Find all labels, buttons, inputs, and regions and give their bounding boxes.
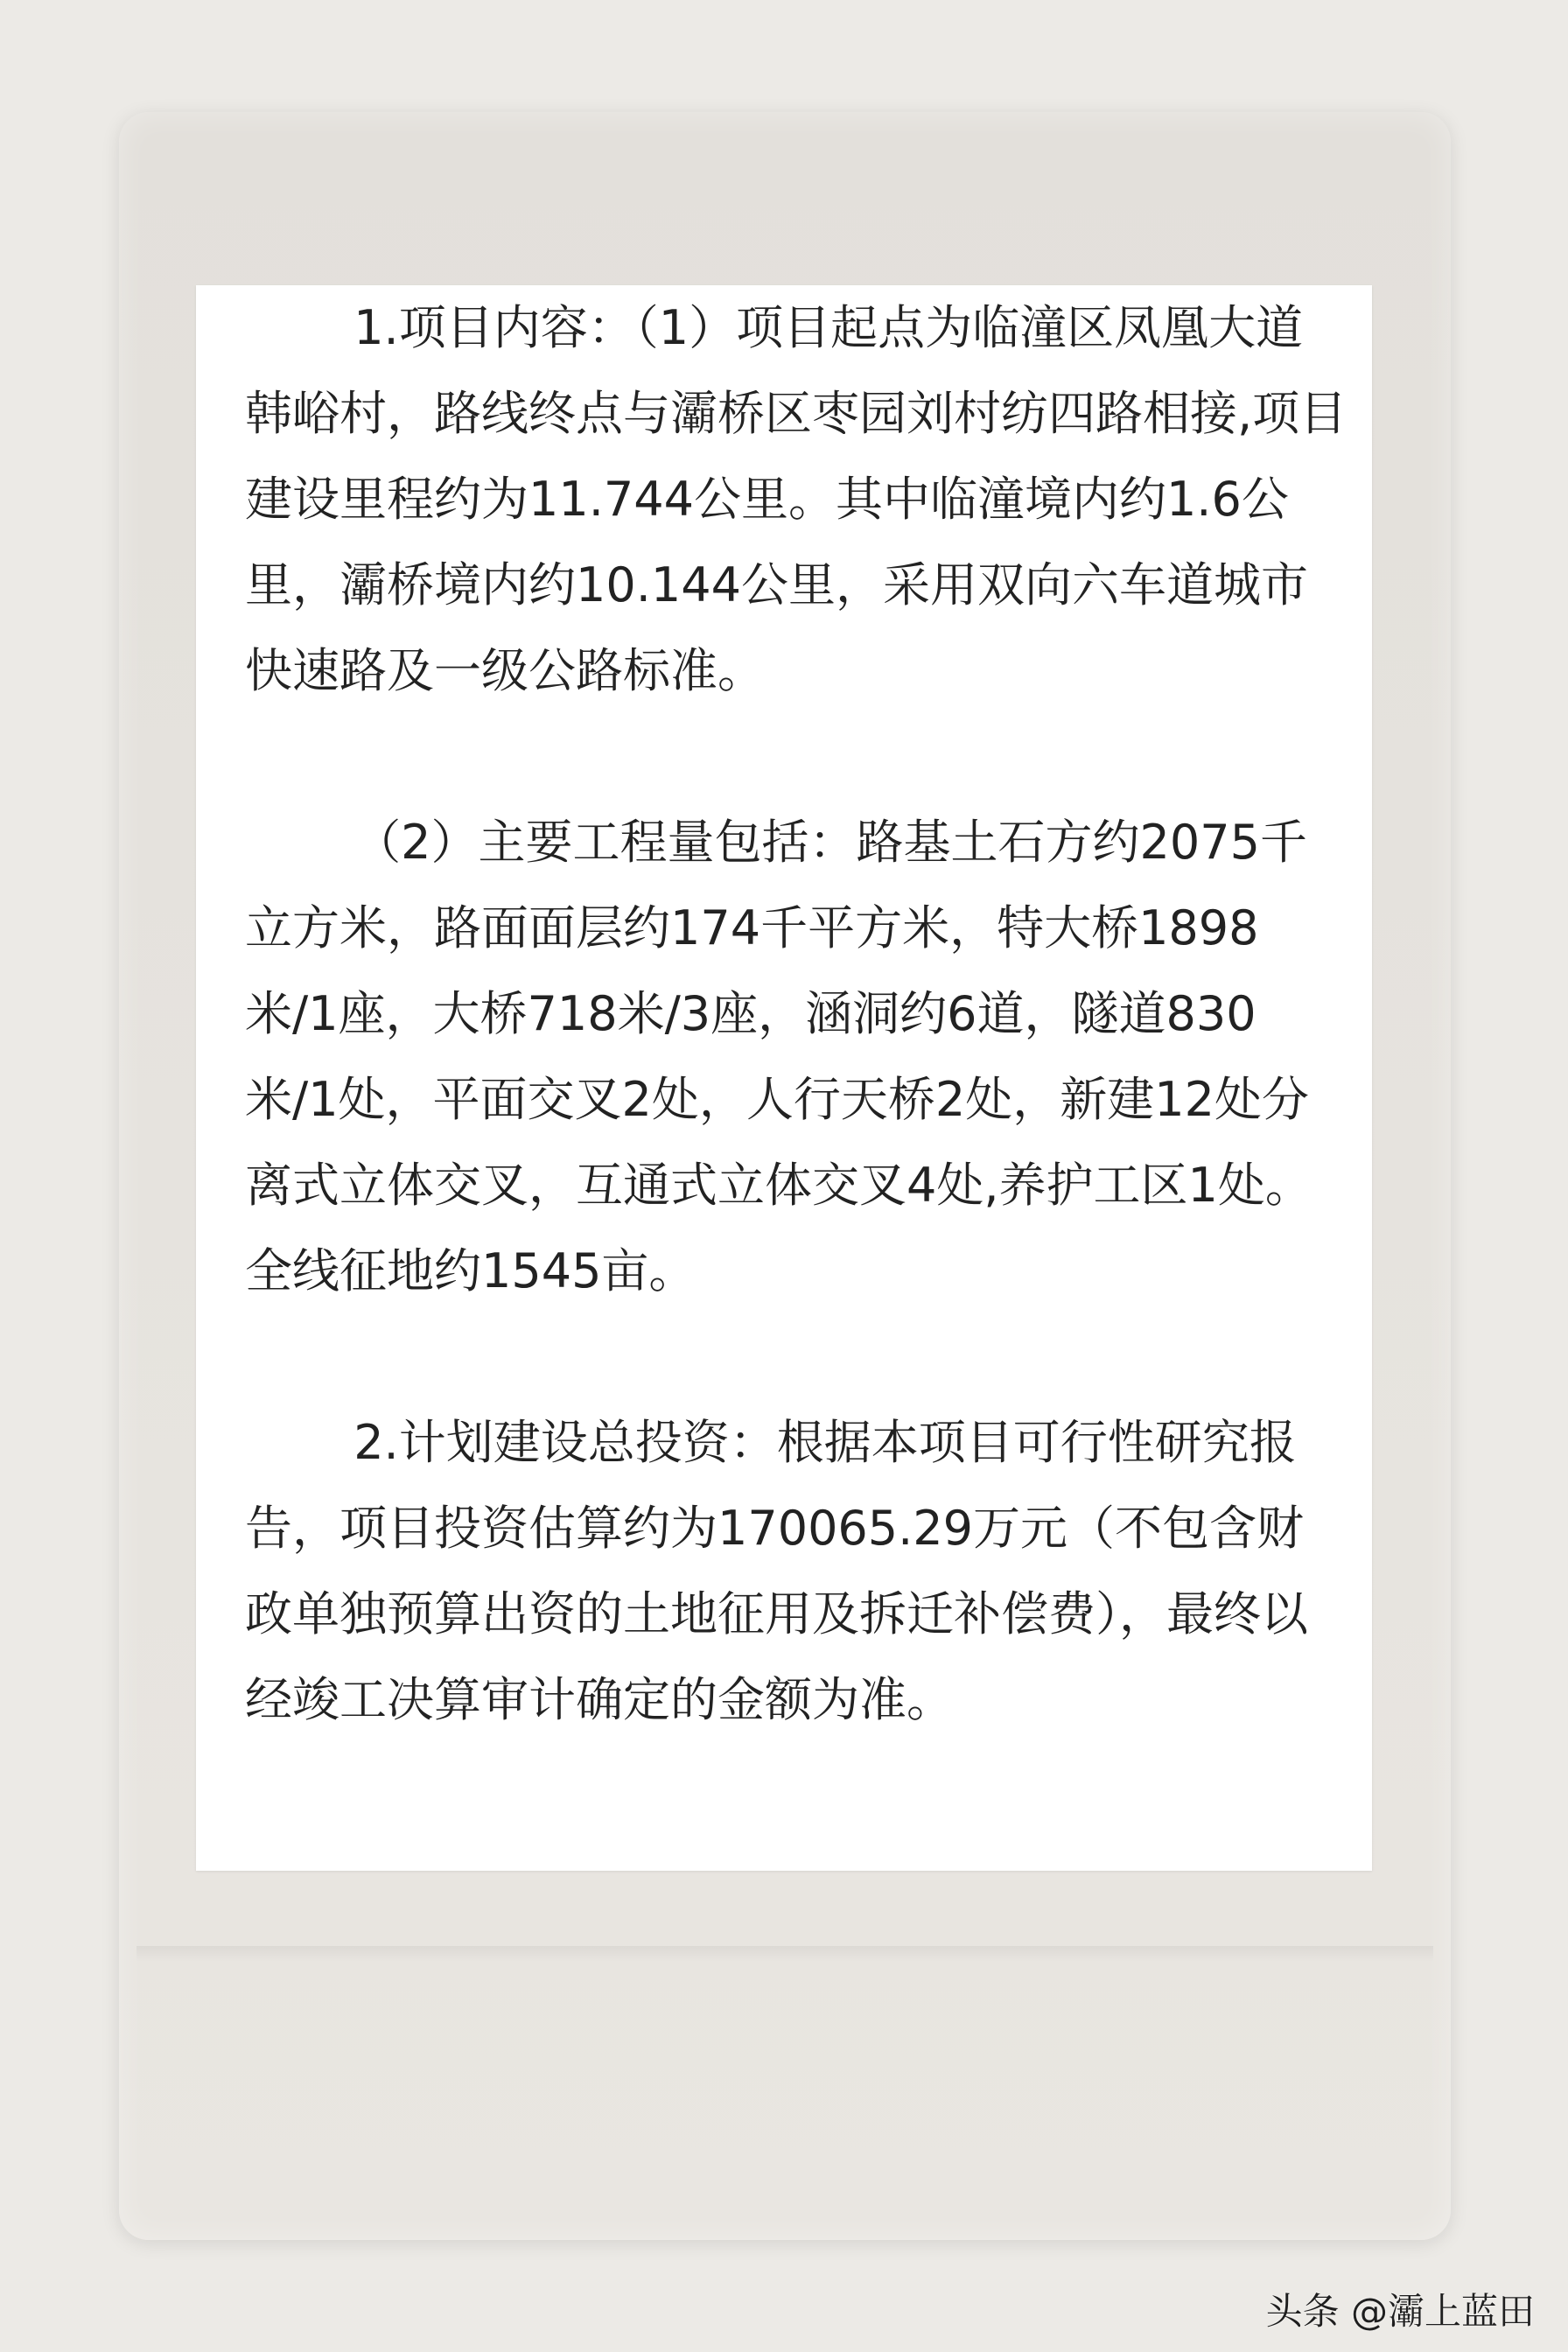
paragraph-project-content: 1.项目内容：（1）项目起点为临潼区凤凰大道韩峪村，路线终点与灞桥区枣园刘村纺四路相接,项目建设里程约为11.744公里。其中临潼境内约1.6公里，灞桥境内约10.144公里，采用双向六车道城市快速路及一级公路标准。 <box>245 300 1348 698</box>
paragraph-total-investment: 2.计划建设总投资：根据本项目可行性研究报告，项目投资估算约为170065.29万元（不包含财政单独预算出资的土地征用及拆迁补偿费），最终以经竣工决算审计确定的金额为准。 <box>245 1415 1308 1727</box>
paragraph-main-works: （2）主要工程量包括：路基土石方约2075千立方米，路面面层约174千平方米，特大桥1898米/1座，大桥718米/3座，涵洞约6道，隧道830米/1处，平面交叉2处，人行天桥2处，新建12处分离式立体交叉，互通式立体交叉4处,养护工区1处。全线征地约1545亩。 <box>245 815 1312 1298</box>
document-body <box>245 285 1348 1743</box>
document-page <box>196 285 1372 1871</box>
source-watermark: 头条 @灞上蓝田 <box>1265 2290 1535 2333</box>
